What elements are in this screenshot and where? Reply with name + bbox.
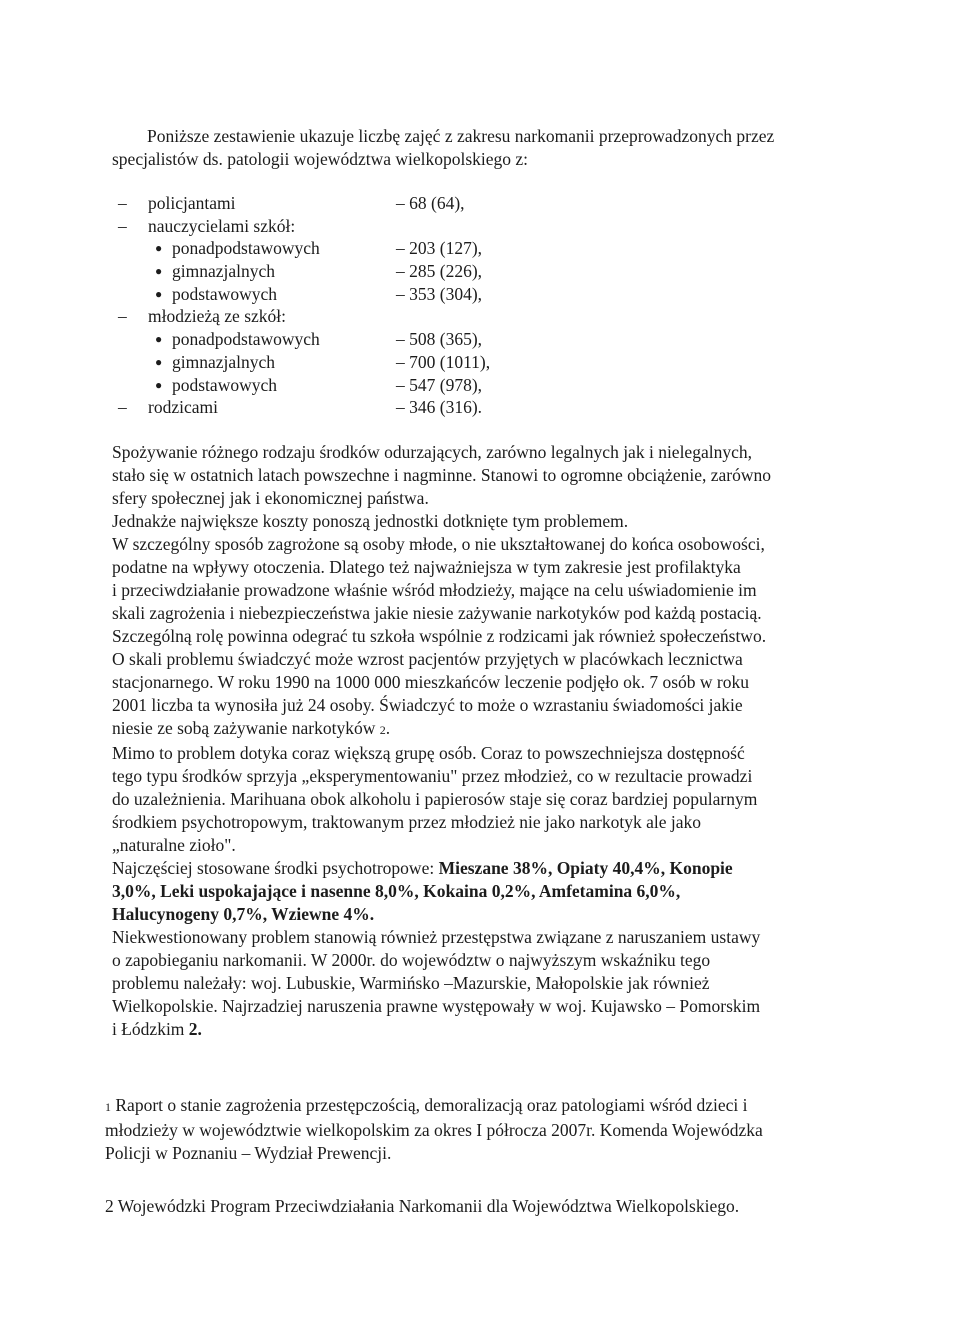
text-line: do uzależnienia. Marihuana obok alkoholu i papierosów staje się coraz bardziej popularnym <box>112 789 758 809</box>
stat-row: ● podstawowych – 353 (304), <box>155 283 483 304</box>
text-line: Najczęściej stosowane środki psychotropowe: Mieszane 38%, Opiaty 40,4%, Konopie <box>112 858 733 878</box>
stat-row: ● ponadpodstawowych – 203 (127), <box>155 238 483 259</box>
stat-row: – rodzicami – 346 (316). <box>118 397 483 418</box>
text-line: niesie ze sobą zażywanie narkotyków 2. <box>112 718 391 738</box>
text-line: tego typu środków sprzyja „eksperymentowaniu" przez młodzież, co w rezultacie prowadzi <box>112 766 753 786</box>
text-line: o zapobieganiu narkomanii. W 2000r. do województw o najwyższym wskaźniku tego <box>112 950 711 970</box>
text-line: i przeciwdziałanie prowadzone właśnie wśród młodzieży, mające na celu uświadomienie im <box>112 580 757 600</box>
text-line: Jednakże największe koszty ponoszą jednostki dotknięte tym problemem. <box>112 511 629 531</box>
stat-row: ● ponadpodstawowych – 508 (365), <box>155 329 483 350</box>
text-line: Mimo to problem dotyka coraz większą grupę osób. Coraz to powszechniejsza dostępność <box>112 743 745 763</box>
stat-row: – nauczycielami szkół: <box>118 215 296 236</box>
text-line: stacjonarnego. W roku 1990 na 1000 000 mieszkańców leczenie podjęło ok. 7 osób w roku <box>112 672 749 692</box>
text-line: stało się w ostatnich latach powszechne i nagminne. Stanowi to ogromne obciążenie, zarówno <box>112 465 771 485</box>
intro-paragraph <box>112 125 872 171</box>
bold-statistics: Halucynogeny 0,7%, Wziewne 4%. <box>112 904 375 924</box>
bold-statistics: 3,0%, Leki uspokajające i nasenne 8,0%, Kokaina 0,2%, Amfetamina 6,0%, <box>112 881 681 901</box>
stat-row: – policjantami – 68 (64), <box>118 193 465 213</box>
stat-row: ● gimnazjalnych – 285 (226), <box>155 261 483 282</box>
text-line: skali zagrożenia i niebezpieczeństwa jakie niesie zażywanie narkotyków pod każdą postacią. <box>112 603 762 623</box>
footnotes <box>105 1094 865 1218</box>
text-line <box>112 903 872 926</box>
text-line: środkiem psychotropowym, traktowanym przez młodzież nie jako narkotyk ale jako <box>112 812 701 832</box>
statistics-list <box>118 192 618 419</box>
text-line: 2001 liczba ta wynosiła już 24 osoby. Świadczyć to może o wzrastaniu świadomości jakie <box>112 695 743 715</box>
footnote-ref: 2 <box>379 723 386 737</box>
text-line: O skali problemu świadczyć może wzrost pacjentów przyjętych w placówkach lecznictwa <box>112 649 743 669</box>
text-line: „naturalne zioło". <box>112 835 236 855</box>
stat-row: – młodzieżą ze szkół: <box>118 306 286 327</box>
text-line: problemu należały: woj. Lubuskie, Warmińsko –Mazurskie, Małopolskie jak również <box>112 973 710 993</box>
text-line: Wielkopolskie. Najrzadziej naruszenia prawne występowały w woj. Kujawsko – Pomorskim <box>112 996 761 1016</box>
intro-line: Poniższe zestawienie ukazuje liczbę zajęć z zakresu narkomanii przeprowadzonych przez <box>147 126 775 146</box>
text-line: podatne na wpływy otoczenia. Dlatego też najważniejsza w tym zakresie jest profilaktyka <box>112 557 741 577</box>
text-line <box>112 880 872 903</box>
footnote-ref: 2. <box>188 1019 202 1039</box>
body-text <box>112 441 872 1041</box>
text-line: sfery społecznej jak i ekonomicznej państwa. <box>112 488 429 508</box>
footnote-mark: 1 <box>105 1100 111 1114</box>
text-line: Niekwestionowany problem stanowią również przestępstwa związane z naruszaniem ustawy <box>112 927 761 947</box>
text-line: W szczególny sposób zagrożone są osoby młode, o nie ukształtowanej do końca osobowości, <box>112 534 765 554</box>
footnote-1-line: młodzieży w województwie wielkopolskim za okres I półrocza 2007r. Komenda Wojewódzka <box>105 1120 763 1140</box>
footnote-1-line: Policji w Poznaniu – Wydział Prewencji. <box>105 1143 392 1163</box>
footnote-1: 1 Raport o stanie zagrożenia przestępczością, demoralizacją oraz patologiami wśród dzieci i <box>105 1095 748 1115</box>
stat-row: ● gimnazjalnych – 700 (1011), <box>155 351 491 372</box>
stat-row: ● podstawowych – 547 (978), <box>155 374 483 395</box>
footnote-2: 2 Wojewódzki Program Przeciwdziałania Narkomanii dla Województwa Wielkopolskiego. <box>105 1196 740 1216</box>
text-line: Spożywanie różnego rodzaju środków odurzających, zarówno legalnych jak i nielegalnych, <box>112 442 752 462</box>
text-line: Szczególną rolę powinna odegrać tu szkoła wspólnie z rodzicami jak również społeczeństwo. <box>112 626 767 646</box>
intro-line: specjalistów ds. patologii województwa wielkopolskiego z: <box>112 149 529 169</box>
bold-statistics: Mieszane 38%, Opiaty 40,4%, Konopie <box>438 858 733 878</box>
text-line: i Łódzkim 2. <box>112 1019 202 1039</box>
